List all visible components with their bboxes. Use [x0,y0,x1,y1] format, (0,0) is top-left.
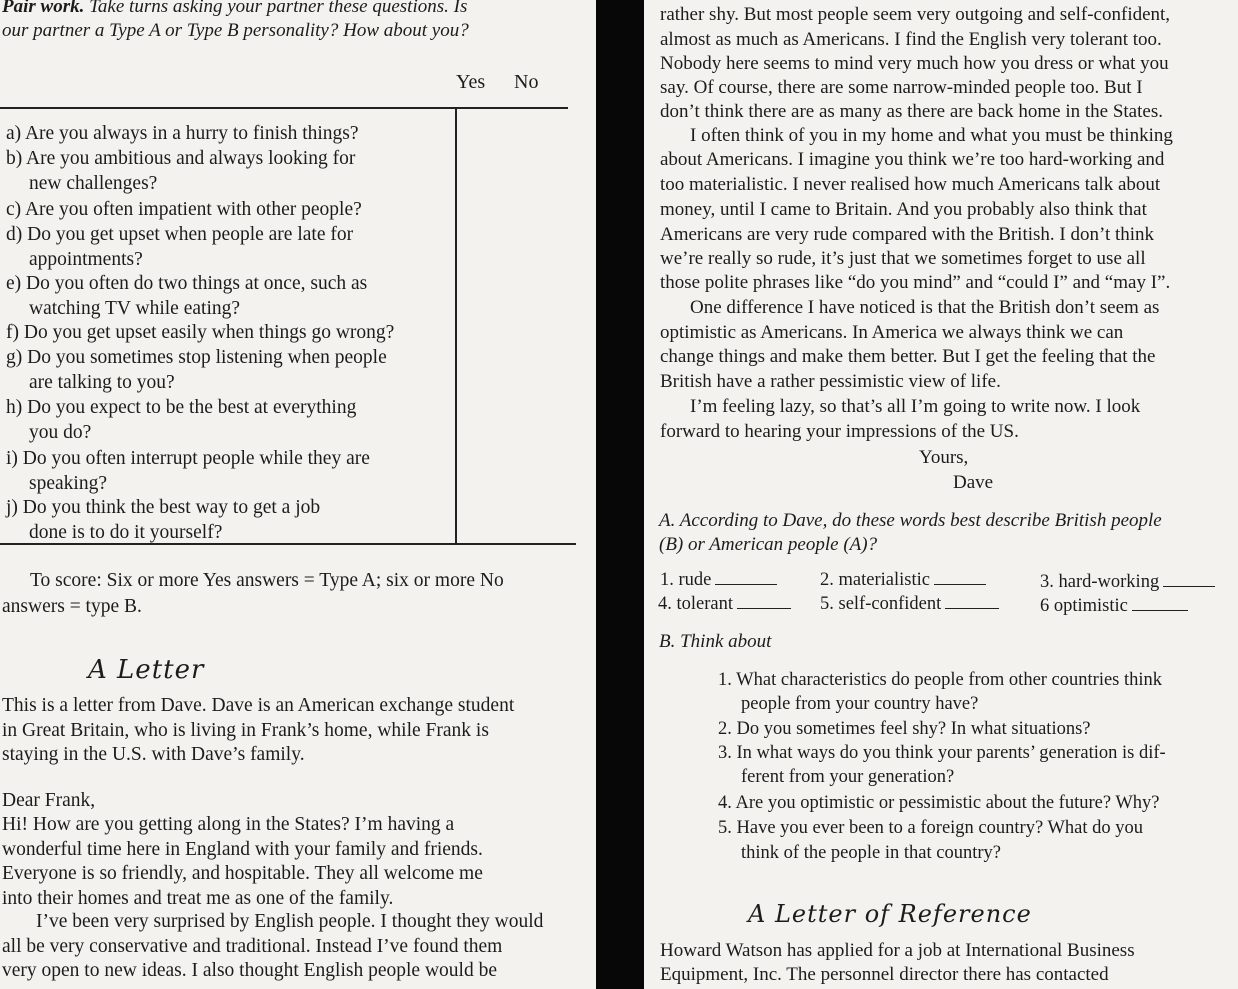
letter-line: rather shy. But most people seem very outgoing and self-confident, [660,4,1171,25]
table-column-divider [455,108,457,545]
exercise-a-prompt-line2: (B) or American people (A)? [659,534,878,555]
letter-line: One difference I have noticed is that the British don’t seem as [690,297,1160,318]
letter-line: almost as much as Americans. I find the English very tolerant too. [660,29,1162,50]
think-item-3: 3. In what ways do you think your parents’ generation is dif- [718,743,1166,763]
book-spine-shadow [596,0,644,989]
answer-blank[interactable] [715,584,777,585]
answer-blank[interactable] [1163,586,1215,587]
question-a: a) Are you always in a hurry to finish things? [6,123,359,144]
think-item-1: 1. What characteristics do people from other countries think [718,670,1163,690]
question-i: i) Do you often interrupt people while they are speaking? [6,448,370,494]
letter-closing: Yours, [919,447,969,468]
question-h: h) Do you expect to be the best at everything you do? [6,397,357,443]
letter-line: I’m feeling lazy, so that’s all I’m going to write now. I look [690,396,1141,417]
reference-line: Equipment, Inc. The personnel director there has contacted [660,964,1109,985]
yes-column-header: Yes [456,71,486,93]
pair-work-instruction: Pair work. Take turns asking your partner these questions. Is [2,0,468,17]
letter-line: about Americans. I imagine you think we’re too hard-working and [660,149,1165,170]
letter-line: don’t think there are as many as there are back home in the States. [660,101,1163,122]
answer-blank[interactable] [934,584,986,585]
letter-line: Americans are very rude compared with the British. I don’t think [660,224,1155,245]
question-e: e) Do you often do two things at once, such as watching TV while eating? [6,273,368,319]
word-item: 5. self-confident [820,594,999,615]
answer-blank[interactable] [737,608,791,609]
exercise-a-prompt: A. According to Dave, do these words best describe British people [659,510,1162,531]
letter-line: say. Of course, there are some narrow-minded people too. But I [660,77,1143,98]
question-g: g) Do you sometimes stop listening when people are talking to you? [6,347,387,393]
question-f: f) Do you get upset easily when things go wrong? [6,322,395,343]
letter-line: optimistic as Americans. In America we always think we can [660,322,1124,343]
left-page [0,0,600,989]
think-item-3-cont: ferent from your generation? [741,767,955,787]
word-item: 6 optimistic [1040,596,1188,617]
letter-heading: A Letter [88,655,205,685]
no-column-header: No [514,71,539,93]
letter-paragraph-2: I’ve been very surprised by English people. I thought they would all be very conservative and traditional. Instead I’ve found them very open to new ideas. I also thought English people would be [2,911,544,981]
word-item: 2. materialistic [820,570,986,591]
question-j: j) Do you think the best way to get a job done is to do it yourself? [6,497,321,543]
question-b: b) Are you ambitious and always looking for new challenges? [6,148,356,194]
reference-heading: A Letter of Reference [748,900,1032,928]
letter-salutation: Dear Frank, [2,790,96,811]
word-item: 1. rude [660,570,777,591]
reference-line: Howard Watson has applied for a job at International Business [660,940,1135,961]
scoring-line1: To score: Six or more Yes answers = Type A; six or more No [30,570,504,591]
letter-line: those polite phrases like “do you mind” and “could I” and “may I”. [660,272,1171,293]
think-item-1-cont: people from your country have? [741,694,979,714]
word-item: 3. hard-working [1040,572,1215,593]
question-d: d) Do you get upset when people are late for appointments? [6,224,354,270]
word-item: 4. tolerant [658,594,791,615]
think-item-4: 4. Are you optimistic or pessimistic about the future? Why? [718,793,1160,813]
letter-line: too materialistic. I never realised how much Americans talk about [660,174,1161,195]
letter-line: we’re really so rude, it’s just that we sometimes forget to use all [660,248,1146,269]
think-item-5: 5. Have you ever been to a foreign country? What do you [718,818,1144,838]
letter-line: money, until I came to Britain. And you probably also think that [660,199,1147,220]
right-page [640,0,1238,989]
table-top-rule [0,107,568,109]
answer-blank[interactable] [945,608,999,609]
letter-line: change things and make them better. But I get the feeling that the [660,346,1156,367]
think-item-2: 2. Do you sometimes feel shy? In what situations? [718,719,1091,739]
scoring-line2: answers = type B. [2,596,142,617]
letter-introduction: This is a letter from Dave. Dave is an American exchange student in Great Britain, who is living in Frank’s home, while Frank is staying in the U.S. with Dave’s family. [2,695,515,765]
letter-line: Nobody here seems to mind very much how you dress or what you [660,53,1169,74]
letter-signature: Dave [953,472,994,493]
letter-line: I often think of you in my home and what you must be thinking [690,125,1173,146]
pair-work-instruction-line2: our partner a Type A or Type B personality? How about you? [2,20,469,41]
answer-blank[interactable] [1132,610,1188,611]
letter-line: British have a rather pessimistic view of life. [660,371,1001,392]
letter-line: forward to hearing your impressions of the US. [660,421,1019,442]
question-c: c) Are you often impatient with other people? [6,199,362,220]
think-item-5-cont: think of the people in that country? [741,843,1001,863]
exercise-b-title: B. Think about [659,631,772,652]
letter-paragraph-1: Hi! How are you getting along in the States? I’m having a wonderful time here in England with your family and friends. Everyone is so friendly, and hospitable. They all welcome me into their homes and treat me as one of the family. [2,814,483,909]
